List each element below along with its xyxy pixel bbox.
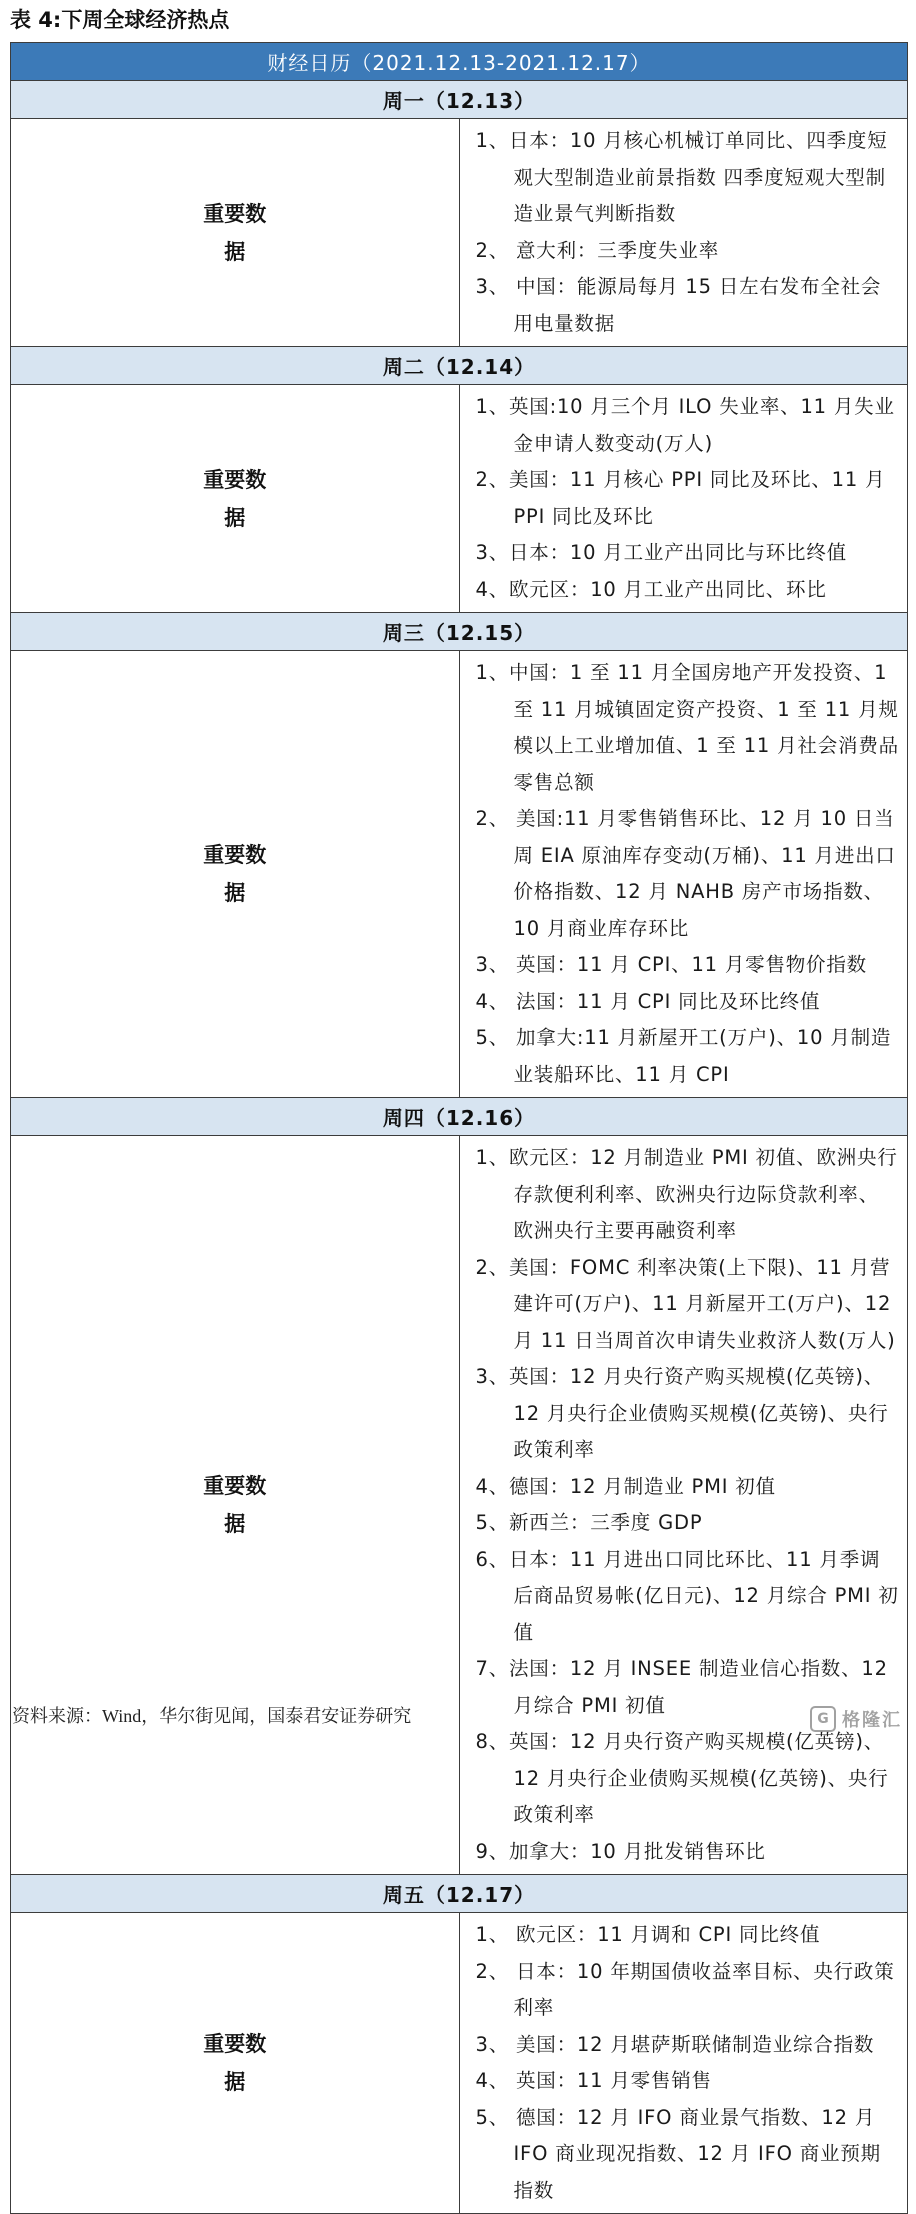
list-item: 1、欧元区：12 月制造业 PMI 初值、欧洲央行存款便利利率、欧洲央行边际贷款利率、欧洲央行主要再融资利率 — [475, 1146, 898, 1242]
list-item: 5、 加拿大:11 月新屋开工(万户)、10 月制造业装船环比、11 月 CPI — [475, 1026, 892, 1086]
list-item: 2、 意大利：三季度失业率 — [475, 238, 720, 262]
day-header: 周三（12.15） — [11, 613, 908, 651]
data-items-cell — [459, 1913, 908, 2214]
day-header-row — [11, 1875, 908, 1913]
data-items-cell — [459, 1136, 908, 1875]
list-item: 3、 英国：11 月 CPI、11 月零售物价指数 — [475, 953, 867, 976]
day-content-row — [11, 1913, 908, 2214]
calendar-title-row — [11, 43, 908, 81]
day-content-row — [11, 651, 908, 1098]
list-item: 1、中国：1 至 11 月全国房地产开发投资、1 至 11 月城镇固定资产投资、1 至 11 月规模以上工业增加值、1 至 11 月社会消费品零售总额 — [475, 661, 899, 794]
data-items-list — [476, 123, 900, 342]
table-caption: 表 4:下周全球经济热点 — [10, 8, 230, 32]
day-header-row — [11, 1098, 908, 1136]
day-header-row — [11, 613, 908, 651]
watermark — [810, 1704, 902, 1734]
list-item: 7、法国：12 月 INSEE 制造业信心指数、12 月综合 PMI 初值 — [475, 1657, 888, 1717]
list-item: 3、 美国：12 月堪萨斯联储制造业综合指数 — [475, 2032, 875, 2056]
list-item: 3、日本：10 月工业产出同比与环比终值 — [475, 541, 847, 564]
list-item: 2、美国：FOMC 利率决策(上下限)、11 月营建许可(万户)、11 月新屋开工(万户)、12 月 11 日当周首次申请失业救济人数(万人) — [475, 1255, 896, 1352]
list-item: 4、 法国：11 月 CPI 同比及环比终值 — [475, 989, 821, 1013]
list-item: 2、 日本：10 年期国债收益率目标、央行政策利率 — [475, 1959, 895, 2019]
list-item: 3、 中国：能源局每月 15 日左右发布全社会用电量数据 — [475, 275, 882, 335]
row-label: 重要数 据 — [11, 385, 460, 613]
list-item: 1、英国:10 月三个月 ILO 失业率、11 月失业金申请人数变动(万人) — [475, 395, 895, 455]
list-item: 4、 英国：11 月零售销售 — [475, 2069, 712, 2092]
day-header: 周五（12.17） — [11, 1875, 908, 1913]
row-label: 重要数 据 — [11, 651, 460, 1098]
row-label: 重要数 据 — [11, 1913, 460, 2214]
list-item: 2、 美国:11 月零售销售环比、12 月 10 日当周 EIA 原油库存变动(万桶)、11 月进出口价格指数、12 月 NAHB 房产市场指数、10 月商业库存环比 — [475, 807, 896, 940]
list-item: 4、德国：12 月制造业 PMI 初值 — [475, 1474, 776, 1498]
gelonghui-logo-icon: G — [810, 1706, 836, 1732]
data-items-list — [476, 1917, 900, 2209]
financial-calendar-table — [10, 42, 908, 2214]
watermark-text: 格隆汇 — [842, 1710, 902, 1731]
row-label: 重要数 据 — [11, 119, 460, 347]
data-items-list — [476, 1140, 900, 1870]
list-item: 9、加拿大：10 月批发销售环比 — [475, 1839, 766, 1863]
data-items-cell — [459, 119, 908, 347]
calendar-title: 财经日历（2021.12.13-2021.12.17） — [11, 43, 908, 81]
row-label: 重要数 据 — [11, 1136, 460, 1875]
data-items-cell — [459, 651, 908, 1098]
data-items-list — [476, 389, 900, 608]
day-content-row — [11, 385, 908, 613]
day-content-row — [11, 1136, 908, 1875]
source-note: 资料来源：Wind，华尔街见闻，国泰君安证券研究 — [12, 1706, 412, 1726]
list-item: 5、新西兰：三季度 GDP — [475, 1511, 703, 1534]
list-item: 6、日本：11 月进出口同比环比、11 月季调后商品贸易帐(亿日元)、12 月综合 PMI 初值 — [475, 1547, 899, 1644]
day-header: 周二（12.14） — [11, 347, 908, 385]
day-header: 周四（12.16） — [11, 1098, 908, 1136]
list-item: 3、英国：12 月央行资产购买规模(亿英镑)、12 月央行企业债购买规模(亿英镑)、央行政策利率 — [475, 1365, 889, 1461]
list-item: 1、日本：10 月核心机械订单同比、四季度短观大型制造业前景指数 四季度短观大型制造业景气判断指数 — [475, 129, 888, 225]
day-header: 周一（12.13） — [11, 81, 908, 119]
list-item: 1、 欧元区：11 月调和 CPI 同比终值 — [475, 1923, 821, 1946]
data-items-list — [476, 655, 900, 1093]
data-items-cell — [459, 385, 908, 613]
day-header-row — [11, 81, 908, 119]
list-item: 5、 德国：12 月 IFO 商业景气指数、12 月 IFO 商业现况指数、12 月 IFO 商业预期指数 — [475, 2105, 881, 2202]
day-content-row — [11, 119, 908, 347]
list-item: 8、英国：12 月央行资产购买规模(亿英镑)、12 月央行企业债购买规模(亿英镑)、央行政策利率 — [475, 1730, 889, 1826]
list-item: 2、美国：11 月核心 PPI 同比及环比、11 月 PPI 同比及环比 — [475, 468, 886, 528]
list-item: 4、欧元区：10 月工业产出同比、环比 — [475, 577, 827, 601]
day-header-row — [11, 347, 908, 385]
